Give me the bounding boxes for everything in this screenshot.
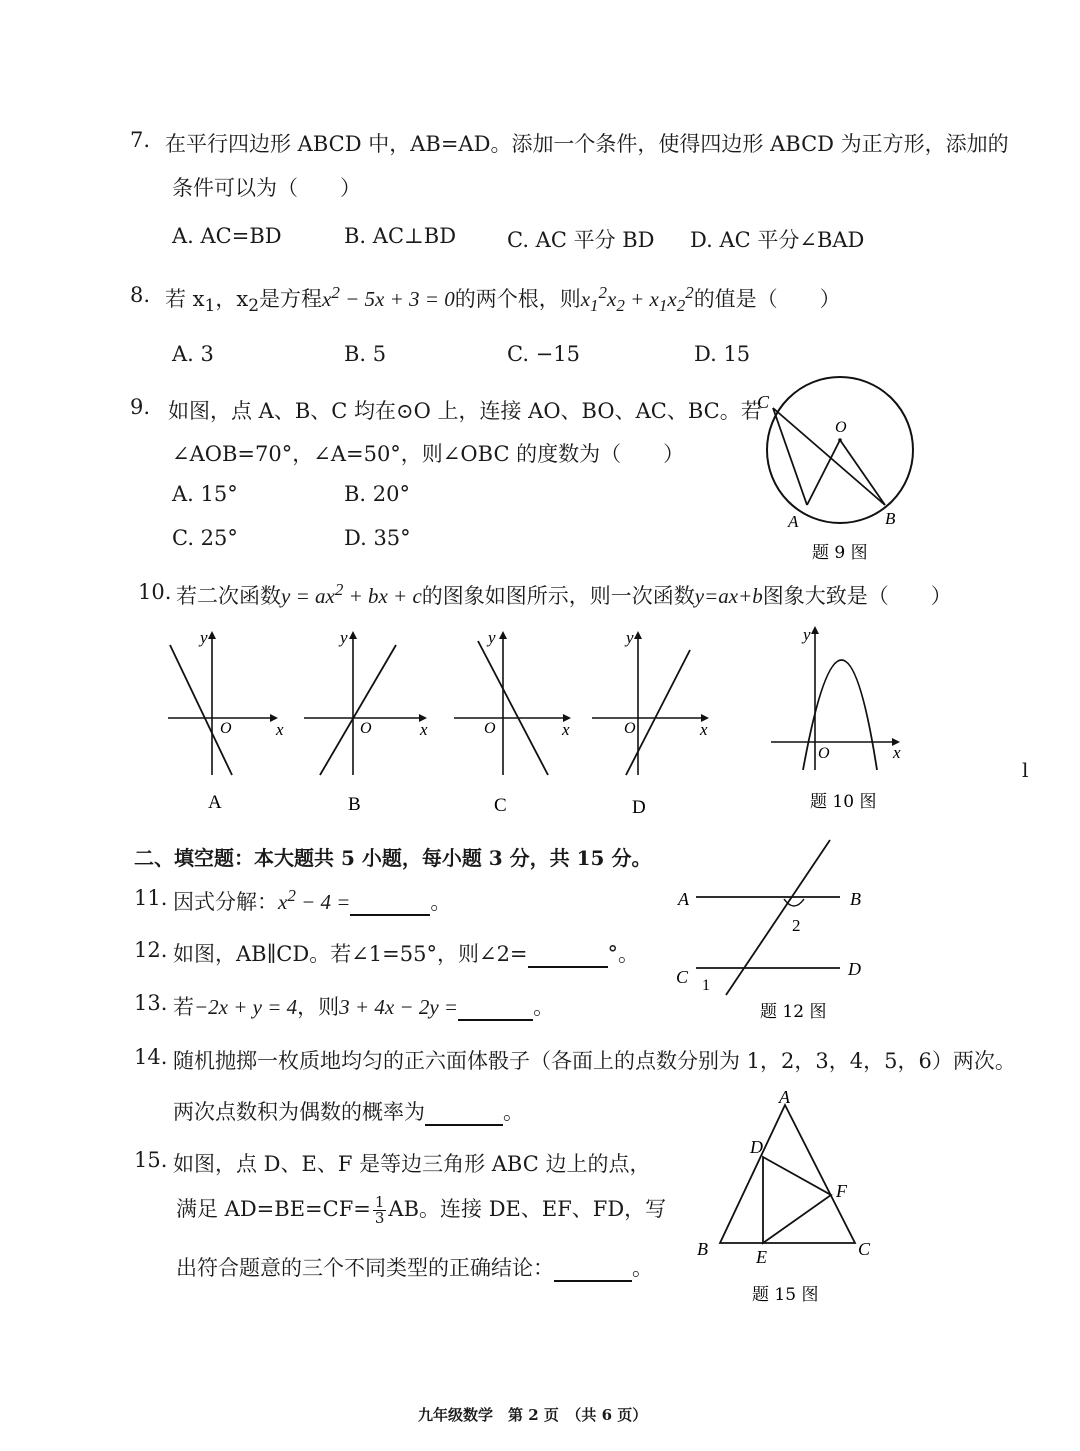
q15-number: 15. — [134, 1148, 168, 1172]
q10d-y-label: y — [626, 628, 634, 647]
q7-stem-line2: 条件可以为（ ） — [172, 176, 361, 200]
q12-number: 12. — [134, 938, 168, 962]
q10p-x-label: x — [893, 743, 901, 762]
q9-label-c: C — [757, 392, 770, 412]
q9-caption: 题 9 图 — [812, 543, 868, 563]
q12-stem — [173, 938, 639, 968]
q7-stem-line1: 在平行四边形 ABCD 中，AB=AD。添加一个条件，使得四边形 ABCD 为正方形，添加的 — [165, 132, 1009, 156]
q15-label-b: B — [697, 1239, 708, 1259]
q15-stem-line3 — [176, 1252, 653, 1282]
q10b-y-label: y — [340, 628, 348, 647]
q8-stem: 若 $x_1$，$x_2$是方程$x^2 - 5x + 3 = 0$的两个根，则$x_1^2x_2 + x_1x_2^2$的值是（ ） — [165, 283, 841, 317]
q12-label-2: 2 — [792, 916, 801, 935]
q13-answer-blank[interactable] — [458, 995, 533, 1021]
q12-label-c: C — [676, 967, 689, 987]
q13-stem — [173, 991, 554, 1021]
q10-graph-d — [588, 625, 723, 815]
q8-option-d: D. 15 — [694, 342, 751, 366]
q10d-x-label: x — [700, 720, 708, 739]
q10d-line — [626, 650, 690, 775]
q10a-label: A — [208, 792, 222, 813]
q11-number: 11. — [134, 886, 168, 910]
q12-transversal — [726, 840, 830, 995]
q7-option-d: D. AC 平分∠BAD — [690, 228, 865, 252]
q10-caption: 题 10 图 — [810, 792, 877, 812]
q11-end: 。 — [430, 890, 452, 914]
q15-label-a: A — [779, 1087, 790, 1107]
q12-end: °。 — [607, 942, 640, 966]
q10-graph-b — [298, 625, 438, 815]
q15-answer-blank[interactable] — [554, 1256, 632, 1282]
q15-triangle-abc — [720, 1105, 855, 1243]
q14-stem-text: 两次点数积为偶数的概率为 — [173, 1100, 425, 1124]
q9-option-d: D. 35° — [344, 526, 411, 550]
q10b-origin: O — [360, 720, 372, 737]
q13-expression: 3 + 4x − 2y = — [339, 995, 459, 1019]
q10b-label: B — [348, 794, 361, 815]
q15-caption: 题 15 图 — [752, 1285, 819, 1305]
q13-number: 13. — [134, 991, 168, 1015]
q15-end: 。 — [632, 1256, 653, 1280]
q15-label-f: F — [836, 1181, 847, 1201]
q10c-line — [478, 641, 548, 775]
q9-option-b: B. 20° — [344, 482, 411, 506]
q8-option-a: A. 3 — [172, 342, 214, 366]
q9-number: 9. — [130, 395, 151, 419]
q10-stem-b: 的图象如图所示，则一次函数 — [421, 584, 695, 608]
q15-label-c: C — [858, 1239, 871, 1259]
q10a-y-label: y — [200, 628, 208, 647]
q12-label-b: B — [850, 889, 861, 909]
q8-stem-e: 的值是（ ） — [693, 287, 841, 311]
q15-stem-2a: 满足 AD=BE=CF= — [176, 1197, 371, 1221]
q7-option-b: B. AC⊥BD — [344, 224, 457, 248]
q10p-origin: O — [818, 745, 830, 762]
q9-stem-line2: ∠AOB=70°，∠A=50°，则∠OBC 的度数为（ ） — [172, 442, 685, 466]
q10b-line — [320, 645, 396, 775]
q10c-x-label: x — [562, 720, 570, 739]
q15-label-d: D — [750, 1137, 763, 1157]
q12-stem-text: 如图，AB∥CD。若∠1=55°，则∠2= — [173, 942, 528, 966]
q15-stem-2b: AB。连接 DE、EF、FD，写 — [388, 1197, 667, 1221]
q8-equation: $x^2 - 5x + 3 = 0$ — [322, 283, 455, 311]
q13-stem-a: 若 — [173, 995, 194, 1019]
q9-label-b: B — [885, 509, 896, 528]
q12-answer-blank[interactable] — [528, 942, 608, 968]
q14-stem-line1: 随机抛掷一枚质地均匀的正六面体骰子（各面上的点数分别为 1，2，3，4，5，6）两次。 — [173, 1049, 1016, 1073]
q9-label-o: O — [835, 419, 847, 436]
page-footer: 九年级数学 第 2 页 （共 6 页） — [418, 1406, 648, 1424]
q8-stem-b: ，x — [215, 287, 249, 311]
q15-figure — [690, 1085, 890, 1310]
q15-triangle-def — [763, 1157, 831, 1243]
q7-option-a: A. AC=BD — [172, 224, 282, 248]
q12-label-a: A — [678, 889, 689, 909]
q15-stem-text: 出符合题意的三个不同类型的正确结论： — [176, 1256, 554, 1280]
q9-option-c: C. 25° — [172, 526, 238, 550]
q15-label-e: E — [756, 1247, 767, 1267]
q15-frac-den: 3 — [374, 1209, 385, 1227]
q8-stem-a: 若 x — [165, 287, 205, 311]
q12-label-1: 1 — [702, 977, 710, 994]
q10a-origin: O — [220, 720, 232, 737]
q12-caption: 题 12 图 — [760, 1002, 827, 1022]
q10b-x-label: x — [420, 720, 428, 739]
q8-stem-d: 的两个根，则 — [454, 287, 581, 311]
q10-graph-a — [160, 625, 295, 815]
q14-stem-line2 — [173, 1096, 524, 1126]
q15-stem-line2 — [176, 1193, 666, 1226]
q11-stem — [173, 886, 451, 916]
q10-parabola-figure — [765, 620, 915, 820]
q10a-line — [170, 645, 232, 775]
q10-linear: y=ax+b — [694, 584, 763, 608]
q10d-origin: O — [624, 720, 636, 737]
q10c-label: C — [494, 795, 507, 815]
q10-stem — [176, 580, 952, 610]
q8-stem-c: 是方程 — [259, 287, 323, 311]
q10p-y-label: y — [803, 625, 811, 644]
q8-option-b: B. 5 — [344, 342, 387, 366]
q9-circle — [767, 377, 913, 523]
q12-figure — [668, 835, 878, 1030]
q11-expression: $x^2 - 4$ = — [278, 886, 351, 914]
q9-label-a: A — [788, 512, 799, 531]
q13-condition: −2x + y = 4 — [194, 995, 298, 1019]
q10c-y-label: y — [488, 628, 496, 647]
q11-answer-blank[interactable] — [350, 890, 430, 916]
q15-frac-num: 1 — [374, 1193, 385, 1211]
q9-stem-line1: 如图，点 A、B、C 均在⊙O 上，连接 AO、BO、AC、BC。若 — [168, 399, 762, 423]
q13-stem-b: ，则 — [297, 995, 340, 1019]
q13-end: 。 — [533, 995, 555, 1019]
q10a-x-label: x — [276, 720, 284, 739]
q7-number: 7. — [130, 128, 151, 152]
q10-quadratic: $y = ax^2$ + bx + c — [281, 580, 422, 608]
q14-end: 。 — [503, 1100, 524, 1124]
q14-number: 14. — [134, 1045, 168, 1069]
q10-stem-c: 图象大致是（ ） — [762, 584, 952, 608]
q15-fraction — [373, 1195, 387, 1226]
q10d-label: D — [632, 797, 646, 815]
q14-answer-blank[interactable] — [425, 1100, 503, 1126]
q10c-origin: O — [484, 720, 496, 737]
q10-number: 10. — [138, 580, 172, 604]
q10p-parabola — [803, 660, 877, 770]
q11-stem-text: 因式分解： — [173, 890, 278, 914]
q8-number: 8. — [130, 283, 151, 307]
q10-stem-a: 若二次函数 — [176, 584, 281, 608]
q9-option-a: A. 15° — [172, 482, 238, 506]
q9-figure — [745, 360, 925, 570]
section2-title: 二、填空题：本大题共 5 小题，每小题 3 分，共 15 分。 — [134, 846, 652, 870]
q15-stem-line1: 如图，点 D、E、F 是等边三角形 ABC 边上的点， — [173, 1152, 651, 1176]
q9-center-dot — [838, 438, 842, 442]
q9-segment-ao — [807, 440, 840, 505]
q12-label-d: D — [848, 959, 861, 979]
q7-option-c: C. AC 平分 BD — [507, 228, 655, 252]
q10-graph-c — [448, 625, 583, 815]
q8-expression: $x_1^2x_2 + x_1x_2^2$ — [580, 283, 694, 316]
q8-option-c: C. −15 — [507, 342, 580, 366]
margin-mark: l — [1022, 758, 1029, 782]
